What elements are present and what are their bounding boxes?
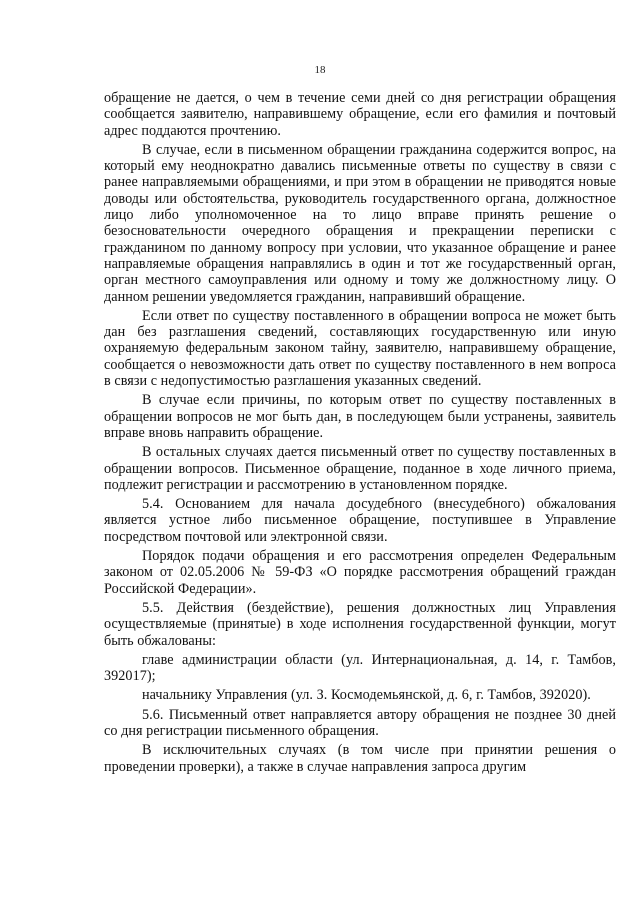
paragraph-11: 5.6. Письменный ответ направляется автору обращения не позднее 30 дней со дня регистрации письменного обращения. xyxy=(104,706,616,739)
paragraph-9: главе администрации области (ул. Интернациональная, д. 14, г. Тамбов, 392017); xyxy=(104,651,616,685)
paragraph-12: В исключительных случаях (в том числе при принятии решения о проведении проверки), а также в случае направления запроса другим xyxy=(104,742,616,775)
paragraph-6: 5.4. Основанием для начала досудебного (внесудебного) обжалования является устное либо письменное обращение, поступившее в Управление посредством почтовой или электронной связи. xyxy=(104,496,616,545)
paragraph-7: Порядок подачи обращения и его рассмотрения определен Федеральным законом от 02.05.2006 № 59-ФЗ «О порядке рассмотрения обращений граждан Российской Федерации». xyxy=(104,548,616,597)
paragraph-3: Если ответ по существу поставленного в обращении вопроса не может быть дан без разглашения сведений, составляющих государственную или иную охраняемую федеральным законом тайну, заявителю, направившему обращение, сообщается о невозможности дать ответ по существу поставленного в нем вопроса в связи с недопустимостью разглашения указанных сведений. xyxy=(104,307,616,390)
paragraph-10: начальнику Управления (ул. З. Космодемьянской, д. 6, г. Тамбов, 392020). xyxy=(142,687,591,704)
paragraph-8: 5.5. Действия (бездействие), решения должностных лиц Управления осуществляемые (принятые) в ходе исполнения государственной функции, могут быть обжалованы: xyxy=(104,599,616,649)
document-body xyxy=(104,90,616,778)
paragraph-4: В случае если причины, по которым ответ по существу поставленных в обращении вопросов не мог быть дан, в последующем были устранены, заявитель вправе вновь направить обращение. xyxy=(104,392,616,441)
page-number: 18 xyxy=(314,64,326,76)
paragraph-2: В случае, если в письменном обращении гражданина содержится вопрос, на который ему неоднократно давались письменные ответы по существу в связи с ранее направляемыми обращениями, и при этом в обращении не приводятся новые доводы или обстоятельства, руководитель государственного органа, должностное лицо либо уполномоченное на то лицо вправе принять решение о безосновательности очередного обращения и прекращении переписки с гражданином по данному вопросу при условии, что указанное обращение и ранее направляемые обращения направлялись в один и тот же государственный орган, орган местного самоуправления или одному и тому же должностному лицу. О данном решении уведомляется гражданин, направивший обращение. xyxy=(104,141,616,305)
paragraph-1: обращение не дается, о чем в течение семи дней со дня регистрации обращения сообщается заявителю, направившему обращение, если его фамилия и почтовый адрес поддаются прочтению. xyxy=(104,90,616,139)
paragraph-5: В остальных случаях дается письменный ответ по существу поставленных в обращении вопросов. Письменное обращение, поданное в ходе личного приема, подлежит регистрации и рассмотрению в установленном порядке. xyxy=(104,444,616,493)
